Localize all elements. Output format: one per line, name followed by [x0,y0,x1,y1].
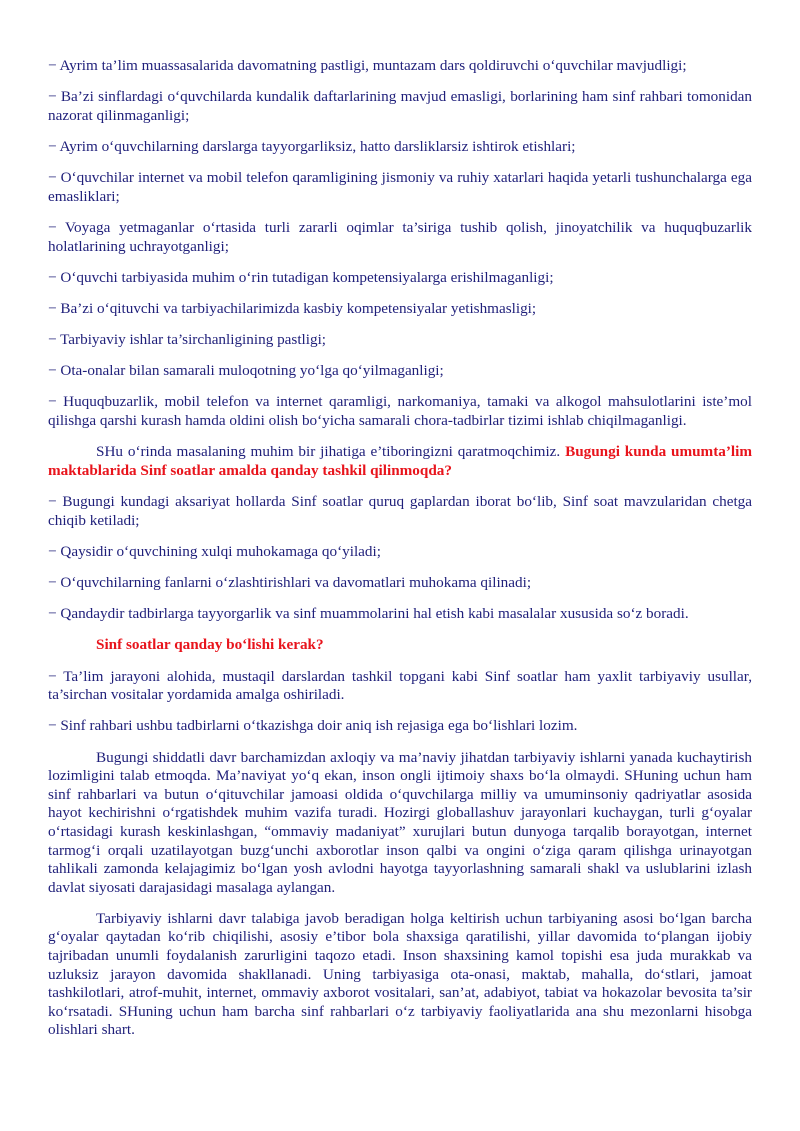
body-paragraph: Tarbiyaviy ishlarni davr talabiga javob beradigan holga keltirish uchun tarbiyaning asosi bo‘lgan barcha g‘oyalar qaytadan ko‘rib chiqilishi, asosiy e’tibor bola shaxsiga qaratilishi, yillar davomida to‘plangan ijobiy tajribadan unumli foydalanish zarurligini taqozo etadi. Inson shaxsining kamol topishi esa juda murakkab va uzluksiz jarayon davomida shakllanadi. Uning tarbiyasiga ota-onasi, maktab, mahalla, do‘stlari, jamoat tashkilotlari, atrof-muhit, internet, ommaviy axborot vositalari, san’at, adabiyot, tabiat va hokazolar bevosita ta’sir ko‘rsatadi. SHuning uchun ham barcha sinf rahbarlari o‘z tarbiyaviy faoliyatlarida ana shu mezonlarni hisobga olishlari shart. [48,909,752,1039]
list-item: − O‘quvchi tarbiyasida muhim o‘rin tutadigan kompetensiyalarga erishilmaganligi; [48,268,554,286]
list-item: − Ayrim o‘quvchilarning darslarga tayyorgarliksiz, hatto darsliklarsiz ishtirok etishlari; [48,137,576,155]
list-item: − Huquqbuzarlik, mobil telefon va internet qaramligi, narkomaniya, tamaki va alkogol mahsulotlarini iste’mol qilishga qarshi kurash hamda oldini olish bo‘yicha samarali chora-tadbirlar tizimi ishlab chiqilmaganligi. [48,393,752,430]
list-item: − Tarbiyaviy ishlar ta’sirchanligining pastligi; [48,331,327,349]
body-paragraph: Bugungi shiddatli davr barchamizdan axloqiy va ma’naviy jihatdan tarbiyaviy ishlarni yanada kuchaytirish lozimligini talab etmoqda. Ma’naviyat yo‘q ekan, inson ongli ijtimoiy shaxs bo‘la olmaydi. SHuning uchun ham sinf rahbarlari va butun o‘qituvchilar jamoasi oldida o‘quvchilarga milliy va umuminsoniy qadriyatlar asosida hayot kechirishni o‘rgatishdek muhim vazifa turadi. Hozirgi globallashuv jarayonlari kuchaygan, turli g‘oyalar o‘rtasidagi kurash keskinlashgan, “ommaviy madaniyat” xurujlari butun dunyoga tarqalib borayotgan, internet tarmog‘i orqali uzatilayotgan buzg‘unchi axborotlar inson qalbi va ongini o‘ziga qaram qilishga urinayotgan tahlikali zamonda kelajagimiz bo‘lgan yosh avlodni hayotga tayyorlashning samarali shakl va uslublarini izlash davlat siyosati darajasidagi masalaga aylangan. [48,748,752,896]
list-item: − Voyaga yetmaganlar o‘rtasida turli zararli oqimlar ta’siriga tushib qolish, jinoyatchilik va huquqbuzarlik holatlarining uchrayotganligi; [48,218,752,255]
list-item: − Qaysidir o‘quvchining xulqi muhokamaga qo‘yiladi; [48,542,381,560]
list-item: − Qandaydir tadbirlarga tayyorgarlik va sinf muammolarini hal etish kabi masalalar xususida so‘z boradi. [48,605,689,623]
list-item: − Ba’zi sinflardagi o‘quvchilarda kundalik daftarlarining mavjud emasligi, borlarining ham sinf rahbari tomonidan nazorat qilinmaganligi; [48,88,752,124]
list-item: − O‘quvchilar internet va mobil telefon qaramligining jismoniy va ruhiy xatarlari haqida yetarli tushunchalarga ega emasliklari; [48,169,752,205]
section-heading: Sinf soatlar qanday bo‘lishi kerak? [96,636,324,654]
list-item: − Sinf rahbari ushbu tadbirlarni o‘tkazishga doir aniq ish rejasiga ega bo‘lishlari lozim. [48,717,578,735]
intro-text: SHu o‘rinda masalaning muhim bir jihatiga e’tiboringizni qaratmoqchimiz. [96,443,566,461]
list-item: − Bugungi kundagi aksariyat hollarda Sinf soatlar quruq gaplardan iborat bo‘lib, Sinf soat mavzularidan chetga chiqib ketiladi; [48,493,752,529]
list-item: − O‘quvchilarning fanlarni o‘zlashtirishlari va davomatlari muhokama qilinadi; [48,574,532,591]
list-item: − Ta’lim jarayoni alohida, mustaqil darslardan tashkil topgani kabi Sinf soatlar ham yaxlit tarbiyaviy usullar, ta’sirchan vositalar yordamida amalga oshiriladi. [48,667,752,704]
intro-paragraph [48,443,752,480]
list-item: − Ba’zi o‘qituvchi va tarbiyachilarimizda kasbiy kompetensiyalar yetishmasligi; [48,299,537,317]
list-item: − Ota-onalar bilan samarali muloqotning yo‘lga qo‘yilmaganligi; [48,362,444,380]
highlighted-question: Bugungi kunda umumta’lim maktablarida Sinf soatlar amalda qanday tashkil qilinmoqda? [48,443,752,479]
list-item: − Ayrim ta’lim muassasalarida davomatning pastligi, muntazam dars qoldiruvchi o‘quvchilar mavjudligi; [48,57,687,74]
